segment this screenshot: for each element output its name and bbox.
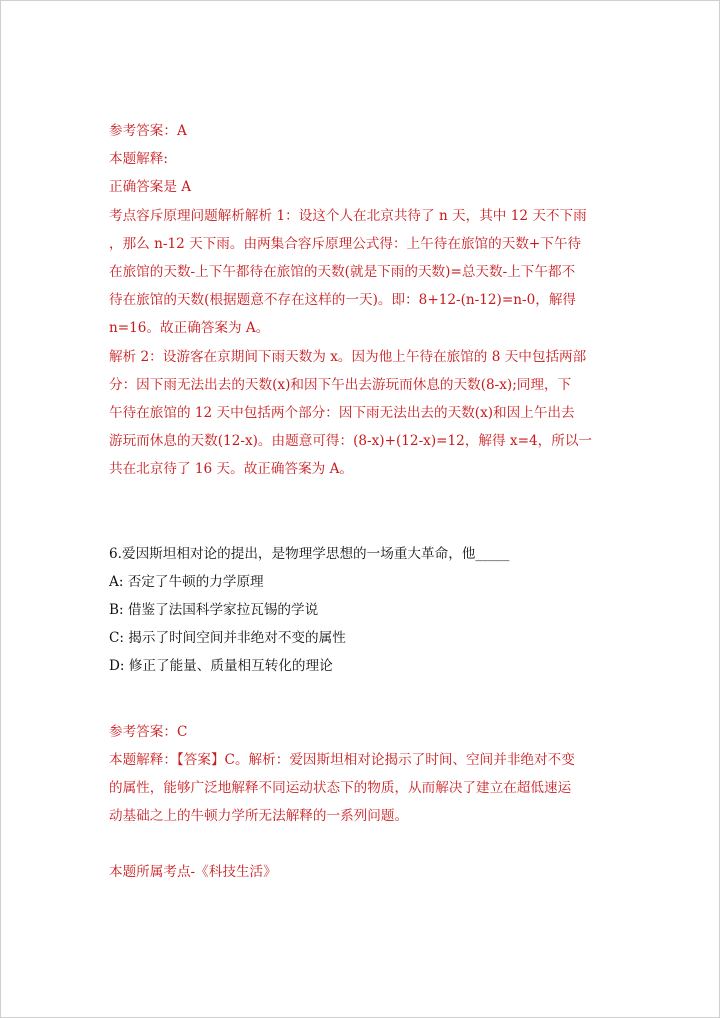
explanation-line: 本题解释：【答案】C。解析：爱因斯坦相对论揭示了时间、空间并非绝对不变	[109, 751, 575, 768]
option-b: B: 借鉴了法国科学家拉瓦锡的学说	[109, 602, 319, 619]
analysis-2	[109, 343, 621, 484]
analysis-line: ，那么 n-12 天下雨。由两集合容斥原理公式得：上午待在旅馆的天数+下午待	[109, 235, 582, 252]
question-stem: 6.爱因斯坦相对论的提出，是物理学思想的一场重大革命，他_____	[109, 545, 510, 562]
analysis-1	[109, 202, 621, 343]
analysis-line: 游玩而休息的天数(12-x)。由题意可得：(8-x)+(12-x)=12，解得 x=4，所以一	[109, 433, 593, 450]
answer-options	[109, 568, 621, 681]
page-content	[109, 117, 621, 887]
analysis-line: 待在旅馆的天数(根据题意不存在这样的一天)。即：8+12-(n-12)=n-0，解得	[109, 292, 577, 309]
analysis-line: 共在北京待了 16 天。故正确答案为 A。	[109, 461, 353, 478]
analysis-line: 午待在旅馆的 12 天中包括两个部分：因下雨无法出去的天数(x)和因上午出去	[109, 405, 575, 422]
option-d: D: 修正了能量、质量相互转化的理论	[109, 658, 333, 675]
explanation-line: 动基础之上的牛顿力学所无法解释的一系列问题。	[109, 808, 409, 825]
option-a: A: 否定了牛顿的力学原理	[109, 573, 264, 590]
question-explanation	[109, 746, 621, 831]
analysis-line: n=16。故正确答案为 A。	[109, 320, 270, 337]
explanation-label: 本题解释:	[109, 151, 168, 168]
analysis-line: 解析 2：设游客在京期间下雨天数为 x。因为他上午待在旅馆的 8 天中包括两部	[109, 348, 587, 365]
analysis-line: 分：因下雨无法出去的天数(x)和因下午出去游玩而休息的天数(8-x);同理，下	[109, 376, 572, 393]
section-spacer	[109, 830, 621, 858]
section-spacer	[109, 484, 621, 540]
analysis-line: 在旅馆的天数-上下午都待在旅馆的天数(就是下雨的天数)=总天数-上下午都不	[109, 264, 576, 281]
reference-answer: 参考答案：C	[109, 723, 188, 740]
analysis-line: 考点容斥原理问题解析解析 1：设这个人在北京共待了 n 天，其中 12 天不下雨	[109, 207, 587, 224]
explanation-line: 的属性，能够广泛地解释不同运动状态下的物质，从而解决了建立在超低速运	[109, 780, 572, 797]
topic-line: 本题所属考点-《科技生活》	[109, 864, 277, 881]
reference-answer: 参考答案：A	[109, 123, 187, 139]
section-spacer	[109, 681, 621, 718]
correct-answer: 正确答案是 A	[109, 179, 192, 196]
option-c: C: 揭示了时间空间并非绝对不变的属性	[109, 630, 346, 647]
